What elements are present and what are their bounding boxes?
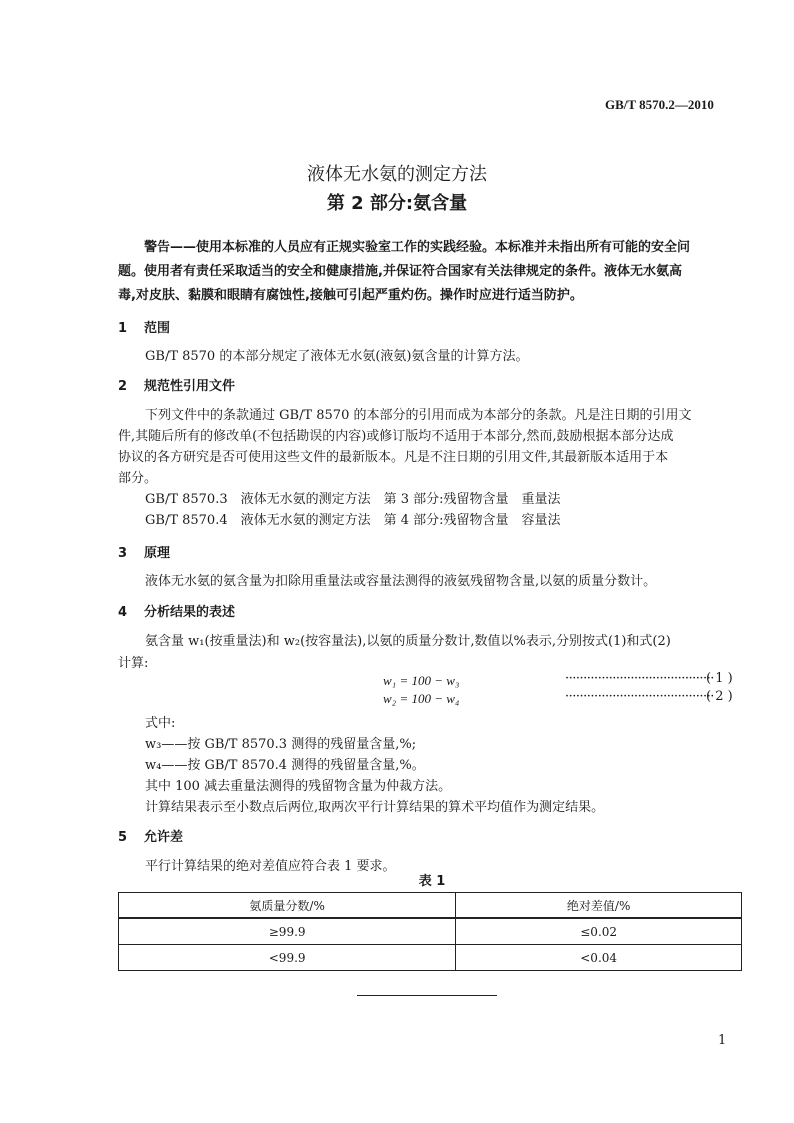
results-note: 其中 100 减去重量法测得的残留物含量为仲裁方法。 xyxy=(145,779,452,794)
formula-2: w₂ = 100 − w₄ xyxy=(383,691,460,706)
section-title: 原理 xyxy=(144,546,171,561)
table-cell: ≥99.9 xyxy=(119,918,456,945)
section-title: 分析结果的表述 xyxy=(144,605,236,620)
results-note: 计算结果表示至小数点后两位,取两次平行计算结果的算术平均值作为测定结果。 xyxy=(145,800,605,815)
section-heading-scope xyxy=(118,317,170,336)
table-cell: <0.04 xyxy=(456,945,742,971)
variable-definition: w₄——按 GB/T 8570.4 测得的残留量含量,%。 xyxy=(145,758,425,773)
warning-line: 毒,对皮肤、黏膜和眼睛有腐蚀性,接触可引起严重灼伤。操作时应进行适当防护。 xyxy=(118,288,583,303)
section-title: 允许差 xyxy=(144,830,184,845)
table-row xyxy=(119,945,742,971)
formula-1: w₁ = 100 − w₃ xyxy=(383,673,460,688)
results-intro-line: 计算: xyxy=(118,656,149,671)
results-intro-line: 氨含量 w₁(按重量法)和 w₂(按容量法),以氨的质量分数计,数值以%表示,分别按式(1)和式(2) xyxy=(145,634,671,649)
column-header: 绝对差值/% xyxy=(456,893,742,919)
variable-definition: w₃——按 GB/T 8570.3 测得的残留量含量,%; xyxy=(145,737,417,752)
equation-number: ( 2 ) xyxy=(706,689,733,704)
table-cell: <99.9 xyxy=(119,945,456,971)
section-heading-principle xyxy=(118,542,170,561)
section-title: 范围 xyxy=(144,321,171,336)
scope-text: GB/T 8570 的本部分规定了液体无水氨(液氨)氨含量的计算方法。 xyxy=(145,349,529,364)
table-header-row xyxy=(119,893,742,919)
table-cell: ≤0.02 xyxy=(456,918,742,945)
table-row xyxy=(119,918,742,945)
section-heading-tolerance xyxy=(118,826,183,845)
leader-dots: ········································· xyxy=(565,671,714,686)
tolerance-text: 平行计算结果的绝对差值应符合表 1 要求。 xyxy=(145,859,396,874)
warning-line: 警告——使用本标准的人员应有正规实验室工作的实践经验。本标准并未指出所有可能的安全问 xyxy=(144,240,691,255)
principle-text: 液体无水氨的氨含量为扣除用重量法或容量法测得的液氨残留物含量,以氨的质量分数计。 xyxy=(145,574,657,589)
leader-dots: ········································· xyxy=(565,689,714,704)
tolerance-table xyxy=(118,892,742,971)
section-number: 1 xyxy=(118,321,128,336)
table-caption: 表 1 xyxy=(418,874,446,889)
section-heading-results xyxy=(118,601,235,620)
warning-paragraph xyxy=(118,236,728,308)
section-number: 4 xyxy=(118,605,128,620)
document-title: 液体无水氨的测定方法 xyxy=(307,164,487,185)
page-number: 1 xyxy=(718,1033,727,1048)
refs-intro-line: 协议的各方研究是否可使用这些文件的最新版本。凡是不注日期的引用文件,其最新版本适用于本 xyxy=(118,450,669,465)
reference-item: GB/T 8570.3 液体无水氨的测定方法 第 3 部分:残留物含量 重量法 xyxy=(145,492,561,507)
equation-number: ( 1 ) xyxy=(706,671,733,686)
section-title: 规范性引用文件 xyxy=(144,379,236,394)
refs-intro-line: 件,其随后所有的修改单(不包括勘误的内容)或修订版均不适用于本部分,然而,鼓励根据本部分达成 xyxy=(118,429,674,444)
column-header: 氨质量分数/% xyxy=(119,893,456,919)
standard-code: GB/T 8570.2—2010 xyxy=(605,97,714,112)
refs-intro-line: 下列文件中的条款通过 GB/T 8570 的本部分的引用而成为本部分的条款。凡是注日期的引用文 xyxy=(145,408,692,423)
section-number: 2 xyxy=(118,379,128,394)
section-number: 5 xyxy=(118,830,128,845)
where-label: 式中: xyxy=(145,716,176,731)
section-heading-references xyxy=(118,375,235,394)
document-subtitle: 第 2 部分:氨含量 xyxy=(326,193,468,214)
reference-item: GB/T 8570.4 液体无水氨的测定方法 第 4 部分:残留物含量 容量法 xyxy=(145,513,561,528)
warning-line: 题。使用者有责任采取适当的安全和健康措施,并保证符合国家有关法律规定的条件。液体无水氨高 xyxy=(118,264,682,279)
section-number: 3 xyxy=(118,546,128,561)
refs-intro-line: 部分。 xyxy=(118,471,158,486)
end-rule xyxy=(357,995,497,996)
